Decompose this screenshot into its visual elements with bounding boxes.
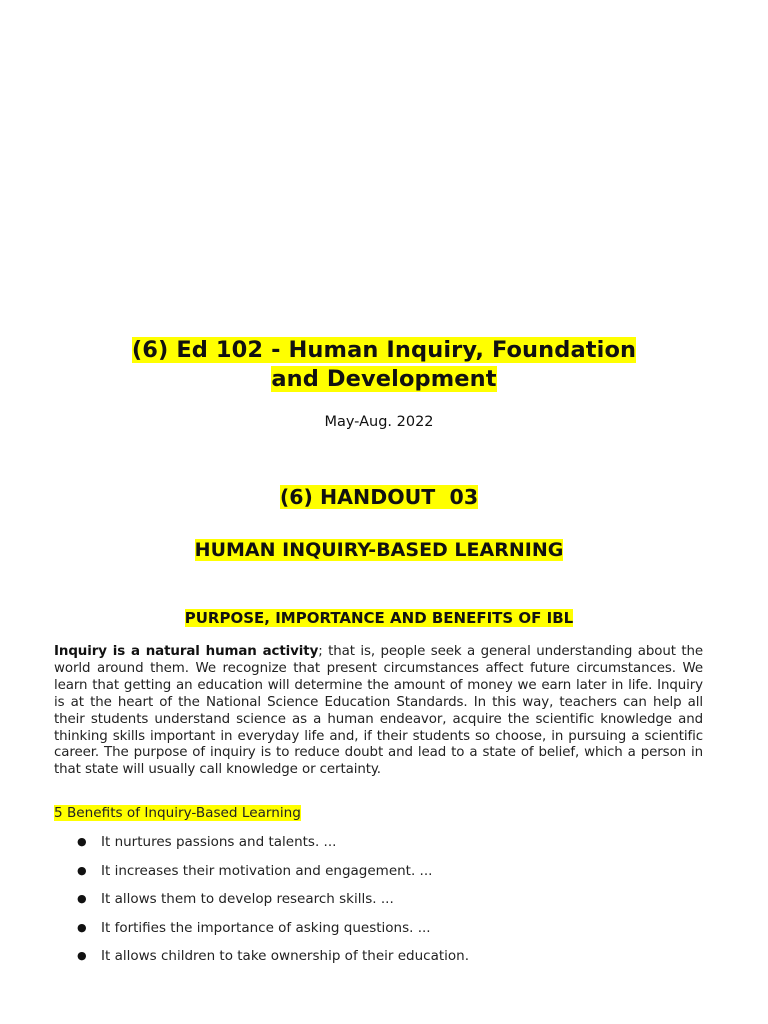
list-item-text: It allows children to take ownership of their education. [101,948,470,965]
bullet-icon: ● [77,920,87,934]
bullet-icon: ● [77,949,87,963]
benefits-list [54,832,714,975]
bullet-icon: ● [77,863,87,877]
handout-number [0,483,758,511]
title-line-1: (6) Ed 102 - Human Inquiry, Foundation [131,337,637,363]
bullet-icon: ● [77,892,87,906]
title-line-2: and Development [271,366,497,392]
list-item [54,832,714,861]
list-item-text: It nurtures passions and talents. ... [101,834,337,850]
list-item [54,946,714,975]
list-item-text: It fortifies the importance of asking questions. ... [101,919,431,936]
paragraph-body: ; that is, people seek a general understanding about the world around them. We recognize that present circumstances affect future circumstances. We learn that getting an education will determine the amount of money we earn later in life. Inquiry is at the heart of the National Science Education Standards. In this way, teachers can help all their students understand science as a human endeavor, acquire the scientific knowledge and thinking skills important in everyday life and, if their students so choose, in pursuing a scientific career. The purpose of inquiry is to reduce doubt and lead to a state of belief, which a person in that state will usually call knowledge or certainty. [54,644,703,778]
section-heading-label: PURPOSE, IMPORTANCE AND BENEFITS OF IBL [184,609,574,627]
list-item [54,918,714,947]
handout-label: (6) HANDOUT 03 [279,485,479,509]
list-item [54,889,714,918]
section-heading [0,607,758,629]
paragraph-lead: Inquiry is a natural human activity [54,644,319,659]
list-item [54,861,714,890]
list-item-text: It allows them to develop research skills. ... [101,891,394,908]
document-date: May-Aug. 2022 [324,414,434,430]
subtitle-label: HUMAN INQUIRY-BASED LEARNING [194,539,564,561]
document-subtitle [0,537,758,564]
body-paragraph [54,644,703,779]
list-item-text: It increases their motivation and engagement. ... [101,862,433,879]
benefits-heading [54,804,301,823]
benefits-heading-label: 5 Benefits of Inquiry-Based Learning [54,805,301,821]
bullet-icon: ● [77,835,87,848]
document-title [0,336,768,394]
